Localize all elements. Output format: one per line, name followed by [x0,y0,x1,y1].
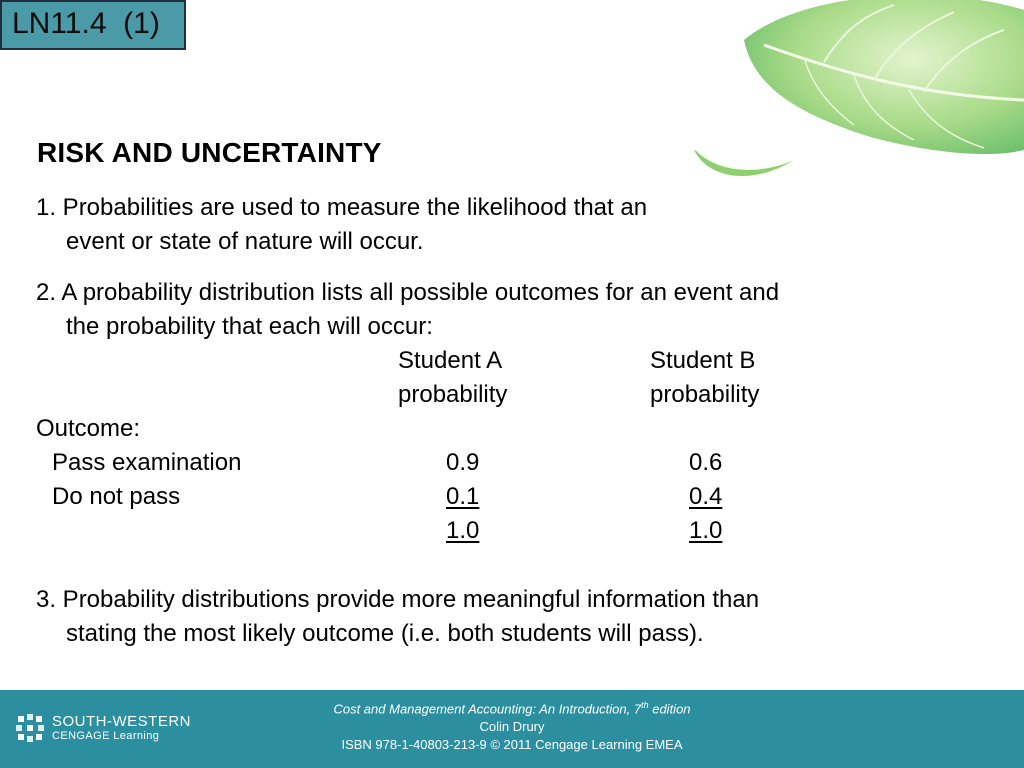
row-value-a: 0.9 [446,449,480,476]
point-2-line-1: 2. A probability distribution lists all possible outcomes for an event and [36,279,780,306]
publisher-name: SOUTH-WESTERN [52,713,191,730]
row-label: Do not pass [52,483,181,510]
point-3-line-2: stating the most likely outcome (i.e. both students will pass). [66,620,704,647]
row-value-a: 0.1 [446,483,480,510]
point-2-line-2: the probability that each will occur: [66,313,433,340]
point-1-line-1: 1. Probabilities are used to measure the likelihood that an [36,194,648,221]
author: Colin Drury [479,719,545,735]
slide-title: RISK AND UNCERTAINTY [37,137,382,168]
col-b-header-line-1: Student B [650,347,756,374]
total-a: 1.0 [446,517,480,544]
col-a-header-line-2: probability [398,381,508,408]
slide-label: LN11.4 (1) [0,0,186,50]
publisher-logo [16,712,196,748]
isbn: ISBN 978-1-40803-213-9 © 2011 Cengage Learning EMEA [341,737,683,753]
point-3-line-1: 3. Probability distributions provide more meaningful information than [36,586,760,613]
edition-word: edition [648,701,691,717]
book-title: Cost and Management Accounting: An Introduction, 7 [333,701,642,717]
edition-superscript: th [641,700,649,710]
publisher-subname: CENGAGE Learning [52,730,160,742]
cengage-mark-icon [16,714,44,742]
total-b: 1.0 [689,517,723,544]
row-value-b: 0.4 [689,483,723,510]
leaf-decoration-image [684,0,1024,190]
point-1-line-2: event or state of nature will occur. [66,228,424,255]
citation [250,696,774,754]
col-a-header-line-1: Student A [398,347,503,374]
book-title-line [250,696,774,718]
footer-bar [0,690,1024,768]
row-value-b: 0.6 [689,449,723,476]
row-label: Pass examination [52,449,242,476]
row-header: Outcome: [36,415,141,442]
col-b-header-line-2: probability [650,381,760,408]
